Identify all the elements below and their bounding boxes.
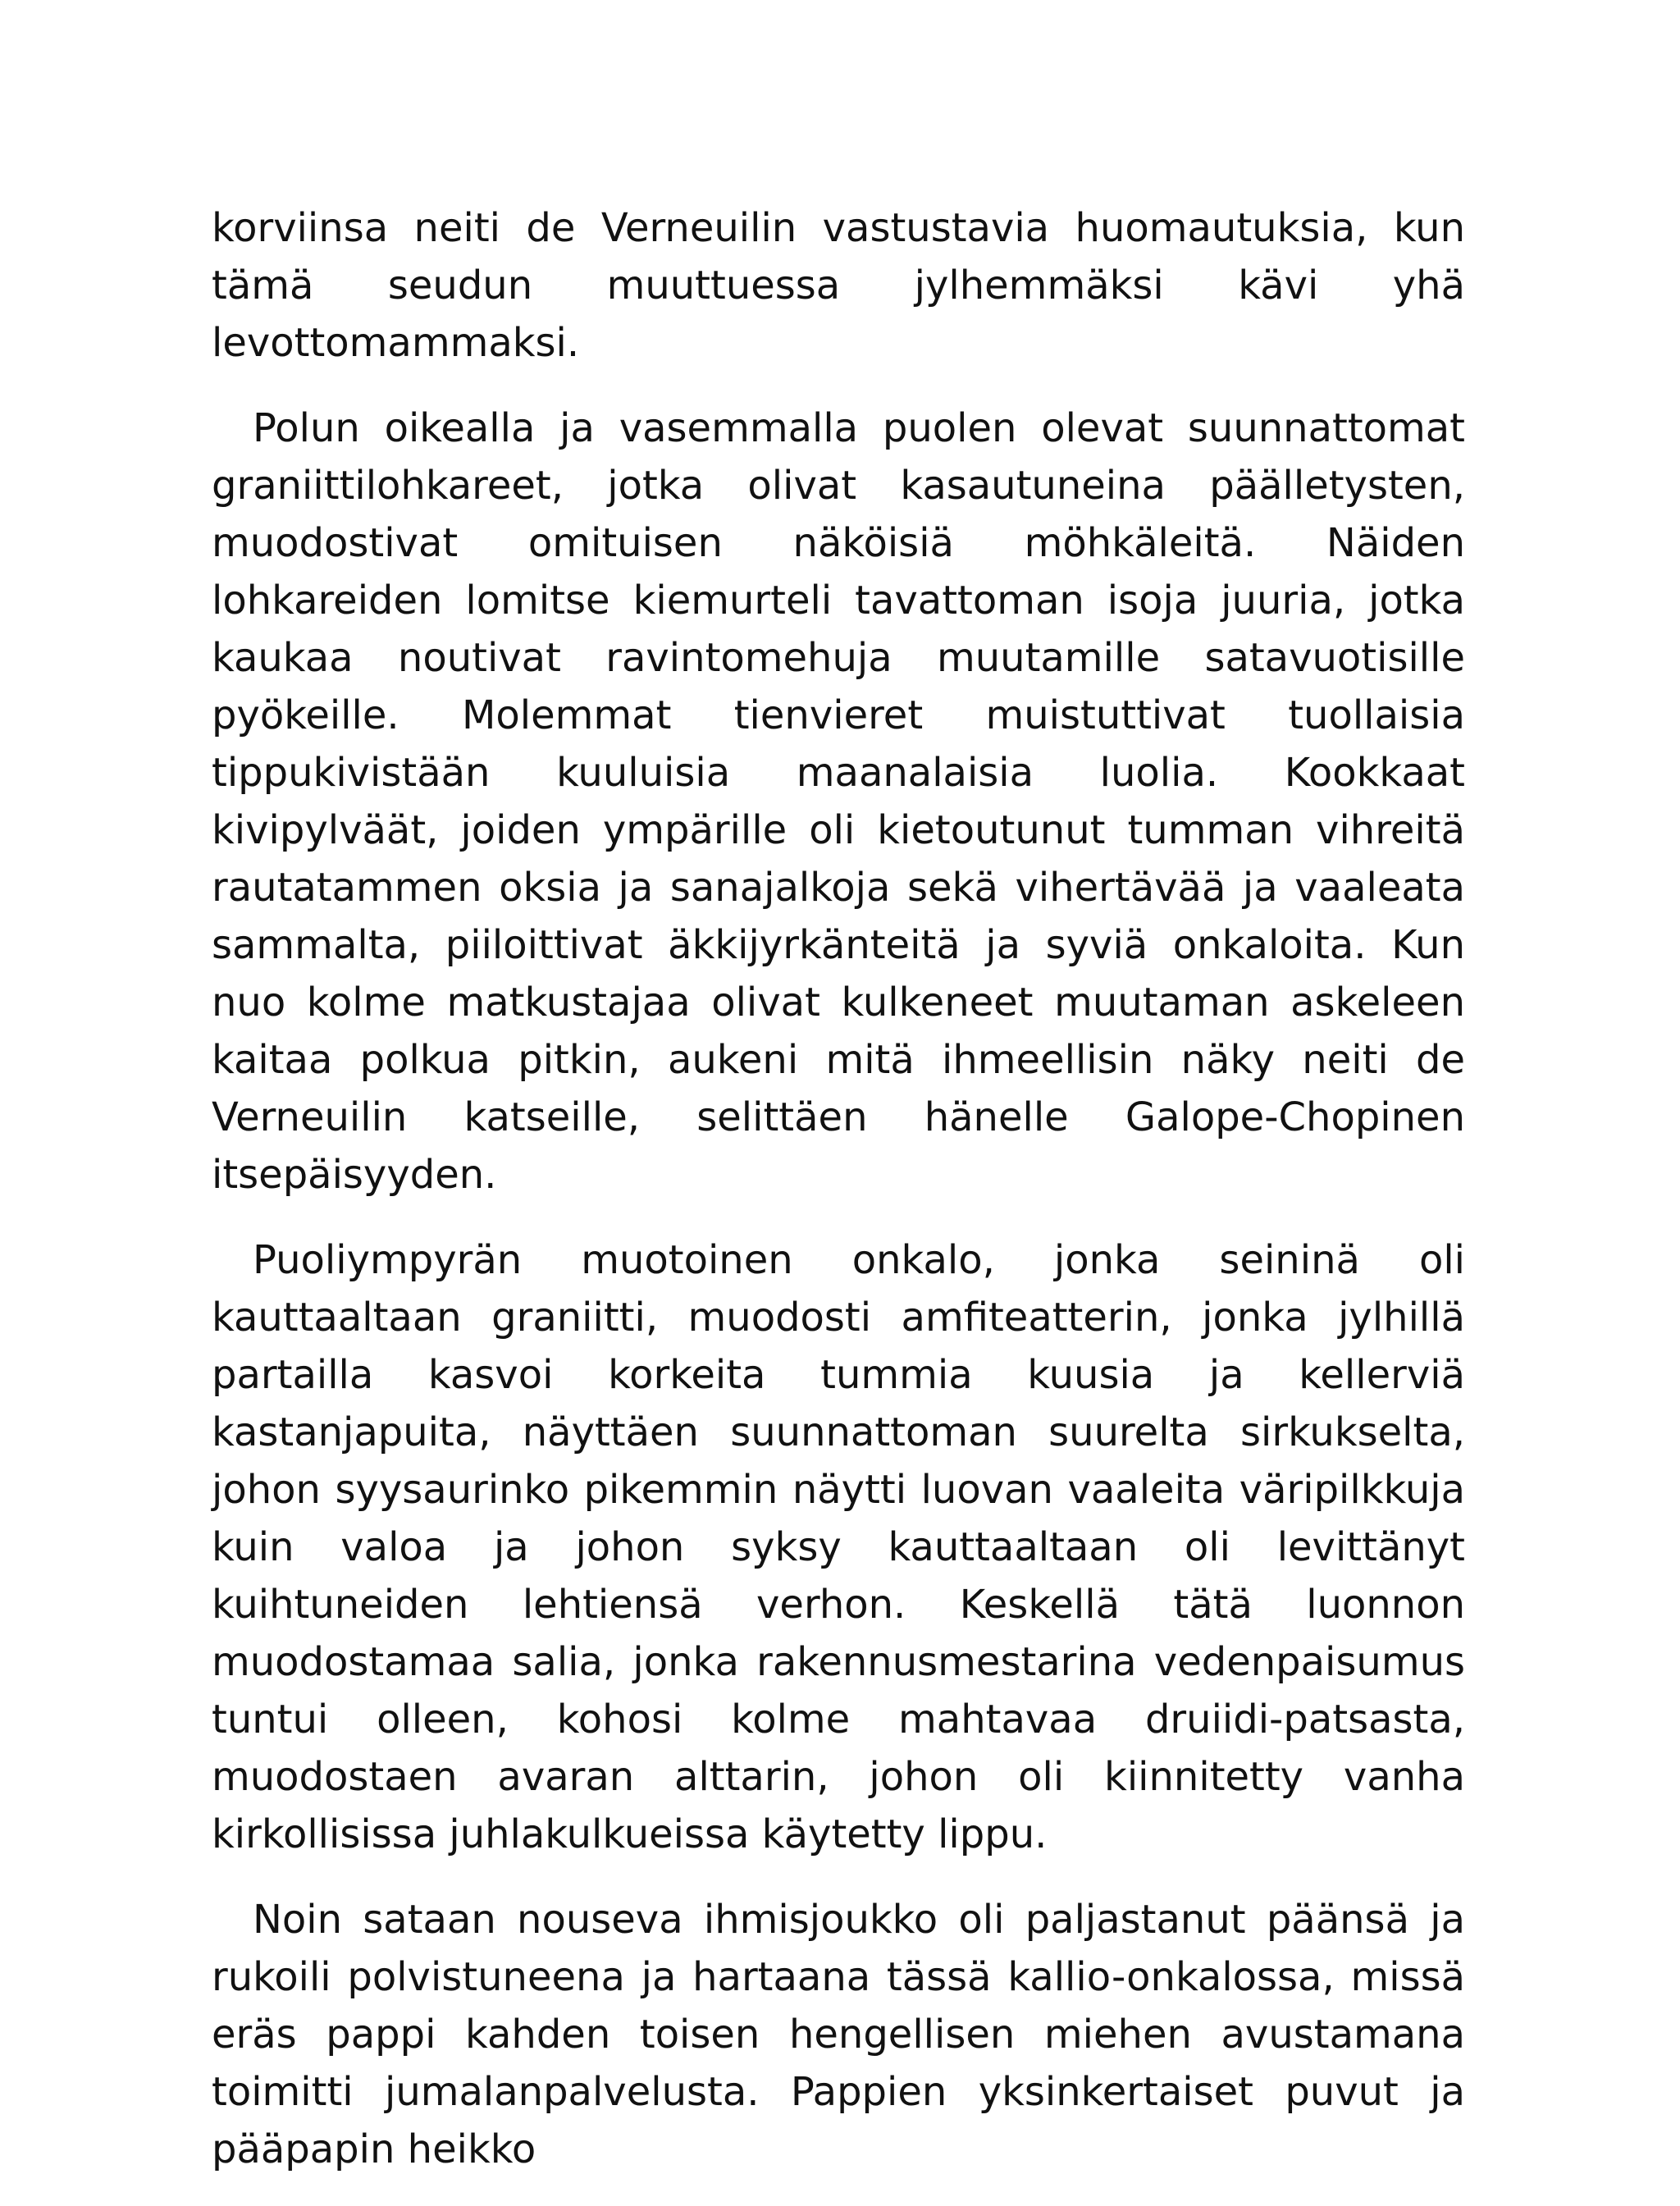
- body-text: [212, 199, 1465, 2206]
- paragraph-2: Polun oikealla ja vasemmalla puolen olevat suunnattomat graniittilohkareet, jotka olivat kasautuneina päälletysten, muodostivat omituisen näköisiä möhkäleitä. Näiden lohkareiden lomitse kiemurteli tavattoman isoja juuria, jotka kaukaa noutivat ravintomehuja muutamille satavuotisille pyökeille. Molemmat tienvieret muistuttivat tuollaisia tippukivistään kuuluisia maanalaisia luolia. Kookkaat kivipylväät, joiden ympärille oli kietoutunut tumman vihreitä rautatammen oksia ja sanajalkoja sekä vihertävää ja vaaleata sammalta, piiloittivat äkkijyrkänteitä ja syviä onkaloita. Kun nuo kolme matkustajaa olivat kulkeneet muutaman askeleen kaitaa polkua pitkin, aukeni mitä ihmeellisin näky neiti de Verneuilin katseille, selittäen hänelle Galope-Chopinen itsepäisyyden.: [212, 405, 1465, 1198]
- paragraph-4: Noin sataan nouseva ihmisjoukko oli paljastanut päänsä ja rukoili polvistuneena ja hartaana tässä kallio-onkalossa, missä eräs pappi kahden toisen hengellisen miehen avustamana toimitti jumalanpalvelusta. Pappien yksinkertaiset puvut ja pääpapin heikko: [212, 1897, 1465, 2172]
- paragraph-1: korviinsa neiti de Verneuilin vastustavia huomautuksia, kun tämä seudun muuttuessa jylhemmäksi kävi yhä levottomammaksi.: [212, 205, 1465, 366]
- paragraph-3: Puoliympyrän muotoinen onkalo, jonka seininä oli kauttaaltaan graniitti, muodosti amfiteatterin, jonka jylhillä partailla kasvoi korkeita tummia kuusia ja kellerviä kastanjapuita, näyttäen suunnattoman suurelta sirkukselta, johon syysaurinko pikemmin näytti luovan vaaleita väripilkkuja kuin valoa ja johon syksy kauttaaltaan oli levittänyt kuihtuneiden lehtiensä verhon. Keskellä tätä luonnon muodostamaa salia, jonka rakennusmestarina vedenpaisumus tuntui olleen, kohosi kolme mahtavaa druiidi-patsasta, muodostaen avaran alttarin, johon oli kiinnitetty vanha kirkollisissa juhlakulkueissa käytetty lippu.: [212, 1237, 1465, 1857]
